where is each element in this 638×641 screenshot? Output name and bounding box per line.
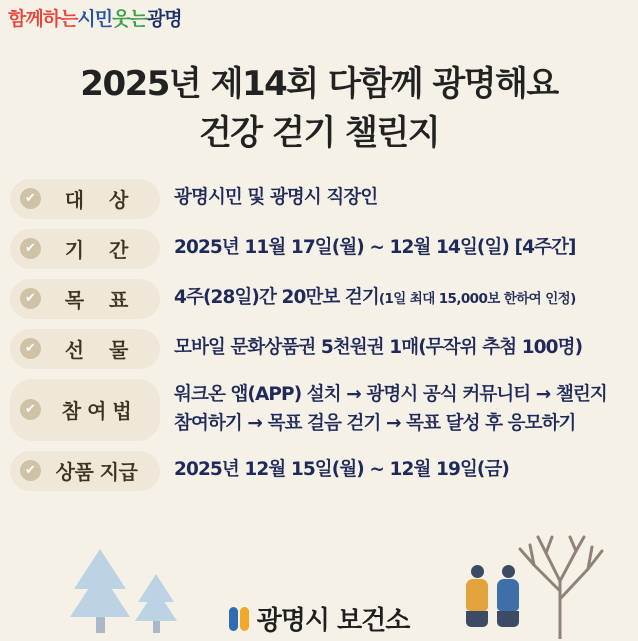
info-label-pill bbox=[10, 379, 160, 441]
info-value bbox=[160, 279, 628, 319]
tree-top-shape bbox=[74, 549, 126, 589]
info-label-pill bbox=[10, 329, 160, 369]
info-row-how-to-join bbox=[10, 379, 628, 441]
info-value bbox=[160, 451, 628, 491]
info-value-line: 모바일 문화상품권 5천원권 1매(무작위 추첨 100명) bbox=[174, 337, 583, 359]
info-row-prize-delivery bbox=[10, 451, 628, 491]
check-icon: ✔ bbox=[20, 460, 41, 481]
title-line-2: 건강 걷기 챌린지 bbox=[198, 113, 440, 154]
info-value-line: 2025년 12월 15일(월) ~ 12월 19일(금) bbox=[174, 459, 509, 481]
title-line-1: 2025년 제14회 다함께 광명해요 bbox=[80, 64, 558, 104]
info-row-gift bbox=[10, 329, 628, 369]
brand-logo-part-2: 시민 bbox=[77, 8, 113, 30]
info-value bbox=[160, 379, 628, 441]
info-row-target bbox=[10, 179, 628, 219]
symbol-right-shape bbox=[240, 607, 249, 631]
check-icon: ✔ bbox=[20, 288, 41, 309]
gwangmyeong-symbol-icon bbox=[229, 607, 249, 631]
check-icon: ✔ bbox=[20, 188, 41, 209]
gwangmyeong-brand-logo bbox=[8, 4, 182, 31]
info-value bbox=[160, 179, 628, 219]
info-value-line bbox=[174, 284, 624, 313]
footer-organization-name: 광명시 보건소 bbox=[256, 606, 410, 636]
check-icon: ✔ bbox=[20, 338, 41, 359]
info-label-pill bbox=[10, 451, 160, 491]
brand-logo-part-1: 함께하는 bbox=[8, 8, 78, 30]
brand-bar bbox=[0, 0, 638, 44]
info-label-text: 목 표 bbox=[64, 288, 138, 313]
info-value bbox=[160, 229, 628, 269]
info-label-text: 상품 지급 bbox=[55, 460, 138, 485]
info-label-pill bbox=[10, 279, 160, 319]
info-row-period bbox=[10, 229, 628, 269]
brand-logo-part-3: 웃는 bbox=[112, 8, 147, 30]
footer-organization-logo bbox=[0, 600, 638, 637]
info-value-main: 4주(28일)간 20만보 걷기 bbox=[174, 287, 379, 309]
person-head-shape bbox=[502, 565, 515, 578]
info-label-pill bbox=[10, 229, 160, 269]
person-head-shape bbox=[471, 565, 484, 578]
symbol-left-shape bbox=[229, 607, 238, 631]
info-value-note: (1일 최대 15,000보 한하여 인정) bbox=[378, 291, 576, 308]
info-value-line: 참여하기 → 목표 걸음 걷기 → 목표 달성 후 응모하기 bbox=[174, 412, 576, 434]
info-row-goal bbox=[10, 279, 628, 319]
info-value-line: 2025년 11월 17일(월) ~ 12월 14일(일) [4주간] bbox=[174, 237, 576, 259]
info-label-text: 기 간 bbox=[64, 238, 138, 263]
page-title bbox=[0, 44, 638, 165]
info-value-line: 광명시민 및 광명시 직장인 bbox=[174, 187, 378, 209]
info-label-text: 선 물 bbox=[64, 338, 138, 363]
info-value bbox=[160, 329, 628, 369]
check-icon: ✔ bbox=[20, 238, 41, 259]
tree-top-shape bbox=[138, 574, 174, 602]
check-icon: ✔ bbox=[20, 399, 41, 420]
info-label-pill bbox=[10, 179, 160, 219]
info-row-list bbox=[0, 165, 638, 491]
info-label-text: 대 상 bbox=[64, 188, 138, 213]
info-label-text: 참 여 법 bbox=[61, 399, 132, 424]
info-value-line: 워크온 앱(APP) 설치 → 광명시 공식 커뮤니티 → 챌린지 bbox=[174, 383, 607, 405]
brand-logo-part-4: 광명 bbox=[146, 8, 182, 30]
